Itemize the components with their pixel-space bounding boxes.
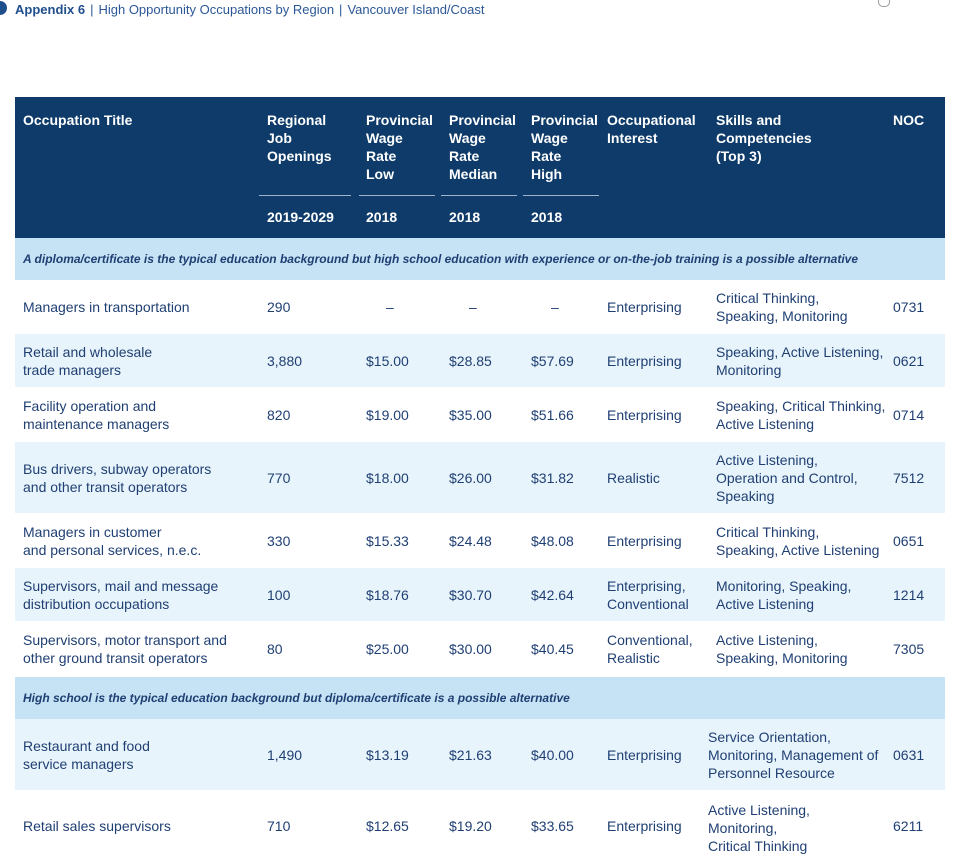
col-skills: Skills and Competencies (Top 3) xyxy=(716,112,812,164)
job-openings: 330 xyxy=(267,532,291,549)
year-wage-low: 2018 xyxy=(366,209,398,225)
occupational-interest: Enterprising xyxy=(607,532,682,549)
year-openings: 2019-2029 xyxy=(267,209,334,225)
occupational-interest: Enterprising, Conventional xyxy=(607,577,689,612)
wage-median: $28.85 xyxy=(449,352,492,369)
col-wage-high: Provincial Wage Rate High xyxy=(531,112,598,182)
table-row xyxy=(15,388,945,442)
job-openings: 290 xyxy=(267,298,291,315)
wage-high: – xyxy=(551,298,559,315)
skills: Speaking, Active Listening, Monitoring xyxy=(716,343,884,378)
wage-low: – xyxy=(386,298,394,315)
skills: Critical Thinking, Speaking, Monitoring xyxy=(716,289,848,324)
wage-median: $30.00 xyxy=(449,641,492,657)
noc-code: 0621 xyxy=(893,352,925,369)
col-wage-low: Provincial Wage Rate Low xyxy=(366,112,433,182)
job-openings: 710 xyxy=(267,818,291,834)
occupational-interest: Enterprising xyxy=(607,746,682,763)
header-divider xyxy=(259,195,351,196)
wage-median: $26.00 xyxy=(449,469,492,486)
wage-low: $25.00 xyxy=(366,641,409,657)
occupation-title: Supervisors, motor transport and other ground transit operators xyxy=(23,632,227,666)
wage-median: $30.70 xyxy=(449,586,492,603)
appendix-label: Appendix 6 xyxy=(15,2,86,17)
wage-low: $13.19 xyxy=(366,746,409,763)
wage-low: $18.00 xyxy=(366,469,409,486)
table-row xyxy=(15,622,945,677)
wage-median: $35.00 xyxy=(449,406,492,423)
occupational-interest: Enterprising xyxy=(607,298,682,315)
occupation-title: Retail sales supervisors xyxy=(23,818,171,834)
wage-low: $12.65 xyxy=(366,818,409,834)
wage-high: $31.82 xyxy=(531,469,574,486)
col-occupational-interest: Occupational Interest xyxy=(607,112,696,146)
skills: Active Listening, Monitoring, Critical Thinking xyxy=(708,802,810,854)
year-wage-median: 2018 xyxy=(449,209,481,225)
wage-low: $15.33 xyxy=(366,532,409,549)
wage-high: $33.65 xyxy=(531,818,574,834)
job-openings: 770 xyxy=(267,469,291,486)
skills: Service Orientation, Monitoring, Management of Personnel Resource xyxy=(708,728,879,781)
noc-code: 0651 xyxy=(893,532,925,549)
occupation-title: Managers in transportation xyxy=(23,298,190,315)
occupation-title: Managers in customer and personal services, n.e.c. xyxy=(23,523,202,558)
occupation-title: Facility operation and maintenance managers xyxy=(23,397,170,432)
header-divider xyxy=(359,195,435,196)
occupation-title: Restaurant and food service managers xyxy=(23,737,150,772)
appendix-marker-icon xyxy=(0,1,7,15)
col-noc: NOC xyxy=(893,112,925,128)
wage-high: $57.69 xyxy=(531,352,574,369)
wage-median: $24.48 xyxy=(449,532,492,549)
job-openings: 820 xyxy=(267,406,291,423)
header-title: High Opportunity Occupations by Region xyxy=(98,2,335,17)
skills: Monitoring, Speaking, Active Listening xyxy=(716,577,852,612)
col-regional-openings: Regional Job Openings xyxy=(267,112,332,164)
occupational-interest: Enterprising xyxy=(607,406,682,423)
table-header xyxy=(15,97,945,238)
occupations-table xyxy=(15,97,945,862)
section-heading: A diploma/certificate is the typical education background but high school education with experience or on-the-job training is a possible alternative xyxy=(15,238,945,280)
col-occupation-title: Occupation Title xyxy=(23,112,133,128)
wage-low: $15.00 xyxy=(366,352,409,369)
section-heading: High school is the typical education background but diploma/certificate is a possible alternative xyxy=(15,677,945,719)
noc-code: 0714 xyxy=(893,406,925,423)
wage-high: $42.64 xyxy=(531,586,574,603)
job-openings: 3,880 xyxy=(267,352,303,369)
noc-code: 1214 xyxy=(893,586,925,603)
table-row xyxy=(15,791,945,862)
header-divider xyxy=(523,195,599,196)
noc-code: 6211 xyxy=(893,818,924,834)
occupational-interest: Conventional, Realistic xyxy=(607,632,693,666)
page-header xyxy=(0,0,960,20)
wage-high: $51.66 xyxy=(531,406,574,423)
job-openings: 100 xyxy=(267,586,291,603)
wage-high: $40.45 xyxy=(531,641,574,657)
wage-low: $18.76 xyxy=(366,586,409,603)
occupational-interest: Realistic xyxy=(607,469,660,486)
wage-low: $19.00 xyxy=(366,406,409,423)
noc-code: 7305 xyxy=(893,641,925,657)
header-line: Appendix 6 | High Opportunity Occupations by Region | Vancouver Island/Coast xyxy=(15,2,485,17)
table-row xyxy=(15,719,945,791)
year-wage-high: 2018 xyxy=(531,209,563,225)
skills: Critical Thinking, Speaking, Active Listening xyxy=(716,523,880,558)
occupation-title: Supervisors, mail and message distribution occupations xyxy=(23,577,219,612)
noc-code: 0731 xyxy=(893,298,925,315)
col-wage-median: Provincial Wage Rate Median xyxy=(449,112,516,182)
table-row xyxy=(15,514,945,568)
noc-code: 0631 xyxy=(893,746,925,763)
occupation-title: Bus drivers, subway operators and other transit operators xyxy=(23,460,212,495)
table-row xyxy=(15,442,945,514)
wage-median: – xyxy=(469,298,477,315)
table-row xyxy=(15,280,945,334)
skills: Speaking, Critical Thinking, Active Listening xyxy=(716,397,886,432)
table-row xyxy=(15,334,945,388)
occupation-title: Retail and wholesale trade managers xyxy=(23,343,153,378)
noc-code: 7512 xyxy=(893,469,925,486)
wage-high: $40.00 xyxy=(531,746,574,763)
header-region: Vancouver Island/Coast xyxy=(347,2,485,17)
skills: Active Listening, Operation and Control, Speaking xyxy=(716,451,858,504)
header-divider xyxy=(441,195,517,196)
wage-high: $48.08 xyxy=(531,532,574,549)
job-openings: 80 xyxy=(267,641,283,657)
occupational-interest: Enterprising xyxy=(607,818,682,834)
wage-median: $21.63 xyxy=(449,746,492,763)
wage-median: $19.20 xyxy=(449,818,492,834)
occupational-interest: Enterprising xyxy=(607,352,682,369)
table-row xyxy=(15,568,945,622)
job-openings: 1,490 xyxy=(267,746,303,763)
skills: Active Listening, Speaking, Monitoring xyxy=(716,632,848,666)
